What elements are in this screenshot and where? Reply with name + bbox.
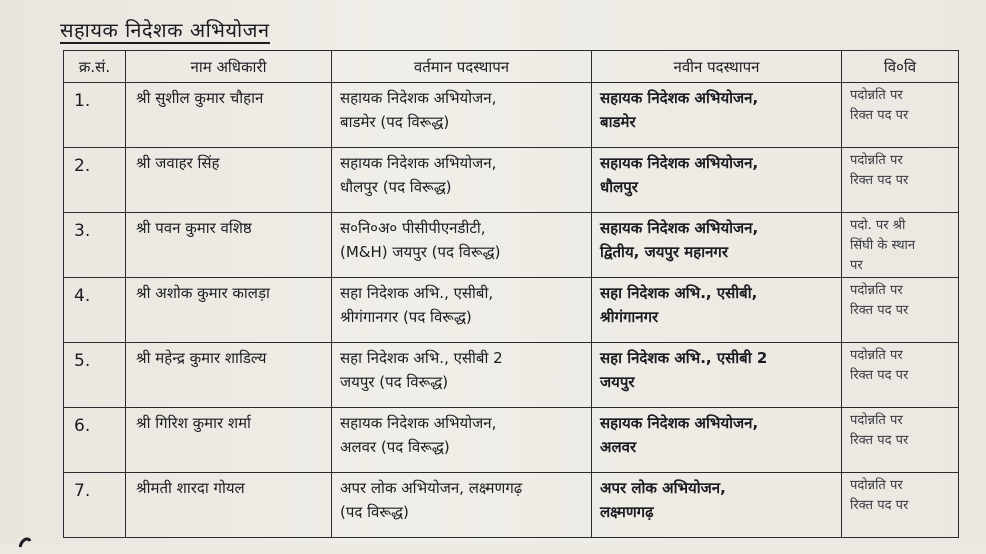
table-row [64,148,959,213]
serial-number-cell: 7. [64,473,126,538]
current-posting-line: सहा निदेशक अभि., एसीबी, [340,284,494,302]
current-posting-line: अलवर (पद विरूद्ध) [340,438,450,456]
remark-line: पदोन्नति पर [850,478,903,493]
serial-number-cell: 5. [64,343,126,408]
current-posting-line: सहायक निदेशक अभियोजन, [340,154,497,172]
current-posting-cell [332,343,592,408]
new-posting-cell [592,343,842,408]
new-posting-line: श्रीगंगानगर [600,308,659,326]
remark-line: पदोन्नति पर [850,88,903,103]
posting-table [63,50,959,538]
current-posting-line: सहायक निदेशक अभियोजन, [340,414,497,432]
page-edge-mark [18,530,32,554]
remark-cell [842,343,959,408]
remark-line: रिक्त पद पर [850,303,909,318]
new-posting-line: अलवर [600,438,637,456]
remark-cell [842,278,959,343]
current-posting-cell [332,148,592,213]
header-new-posting: नवीन पदस्थापन [592,51,842,83]
header-officer-name: नाम अधिकारी [126,51,332,83]
new-posting-line: द्वितीय, जयपुर महानगर [600,243,728,261]
current-posting-cell [332,408,592,473]
officer-name-cell: श्री पवन कुमार वशिष्ठ [126,213,332,278]
serial-number-cell: 3. [64,213,126,278]
current-posting-line: अपर लोक अभियोजन, लक्ष्मणगढ़ [340,479,523,497]
officer-name-cell: श्रीमती शारदा गोयल [126,473,332,538]
remark-line: पदोन्नति पर [850,348,903,363]
remark-line: पदोन्नति पर [850,283,903,298]
remark-line: पर [850,258,863,273]
remark-line: पदो. पर श्री [850,218,906,233]
serial-number-cell: 2. [64,148,126,213]
remark-cell [842,83,959,148]
new-posting-cell [592,278,842,343]
officer-name-cell: श्री महेन्द्र कुमार शाडिल्य [126,343,332,408]
current-posting-line: जयपुर (पद विरूद्ध) [340,373,449,391]
current-posting-cell [332,213,592,278]
new-posting-cell [592,148,842,213]
current-posting-line: श्रीगंगानगर (पद विरूद्ध) [340,308,472,326]
new-posting-line: अपर लोक अभियोजन, [600,479,726,497]
current-posting-line: धौलपुर (पद विरूद्ध) [340,178,452,196]
remark-line: रिक्त पद पर [850,173,909,188]
remark-cell [842,213,959,278]
new-posting-cell [592,83,842,148]
remark-line: पदोन्नति पर [850,153,903,168]
current-posting-line: सहा निदेशक अभि., एसीबी 2 [340,349,503,367]
new-posting-line: सहायक निदेशक अभियोजन, [600,89,759,107]
new-posting-cell [592,408,842,473]
current-posting-line: (M&H) जयपुर (पद विरूद्ध) [340,243,501,261]
serial-number-cell: 6. [64,408,126,473]
current-posting-line: बाडमेर (पद विरूद्ध) [340,113,450,131]
current-posting-line: (पद विरूद्ध) [340,503,409,521]
serial-number-cell: 4. [64,278,126,343]
new-posting-line: धौलपुर [600,178,638,196]
header-serial-no: क्र.सं. [64,51,126,83]
table-row [64,408,959,473]
table-row [64,213,959,278]
table-row [64,278,959,343]
header-remarks: वि०वि [842,51,959,83]
current-posting-cell [332,278,592,343]
new-posting-line: सहा निदेशक अभि., एसीबी, [600,284,758,302]
serial-number-cell: 1. [64,83,126,148]
new-posting-cell [592,473,842,538]
remark-line: रिक्त पद पर [850,433,909,448]
officer-name-cell: श्री जवाहर सिंह [126,148,332,213]
current-posting-line: स०नि०अ० पीसीपीएनडीटी, [340,219,486,237]
new-posting-line: सहायक निदेशक अभियोजन, [600,414,759,432]
remark-line: रिक्त पद पर [850,498,909,513]
new-posting-line: लक्ष्मणगढ़ [600,503,654,521]
table-row [64,83,959,148]
new-posting-line: सहा निदेशक अभि., एसीबी 2 [600,349,768,367]
current-posting-cell [332,473,592,538]
remark-line: रिक्त पद पर [850,108,909,123]
section-heading: सहायक निदेशक अभियोजन [60,18,270,42]
current-posting-cell [332,83,592,148]
table-row [64,343,959,408]
current-posting-line: सहायक निदेशक अभियोजन, [340,89,497,107]
new-posting-line: जयपुर [600,373,635,391]
new-posting-line: बाडमेर [600,113,636,131]
remark-cell [842,148,959,213]
table-header-row [64,51,959,83]
remark-line: सिंघी के स्थान [850,238,916,253]
officer-name-cell: श्री सुशील कुमार चौहान [126,83,332,148]
officer-name-cell: श्री अशोक कुमार कालड़ा [126,278,332,343]
header-current-posting: वर्तमान पदस्थापन [332,51,592,83]
new-posting-cell [592,213,842,278]
table-row [64,473,959,538]
new-posting-line: सहायक निदेशक अभियोजन, [600,154,759,172]
new-posting-line: सहायक निदेशक अभियोजन, [600,219,759,237]
remark-cell [842,408,959,473]
remark-line: पदोन्नति पर [850,413,903,428]
remark-line: रिक्त पद पर [850,368,909,383]
officer-name-cell: श्री गिरिश कुमार शर्मा [126,408,332,473]
ink-mark-icon [18,535,32,549]
remark-cell [842,473,959,538]
